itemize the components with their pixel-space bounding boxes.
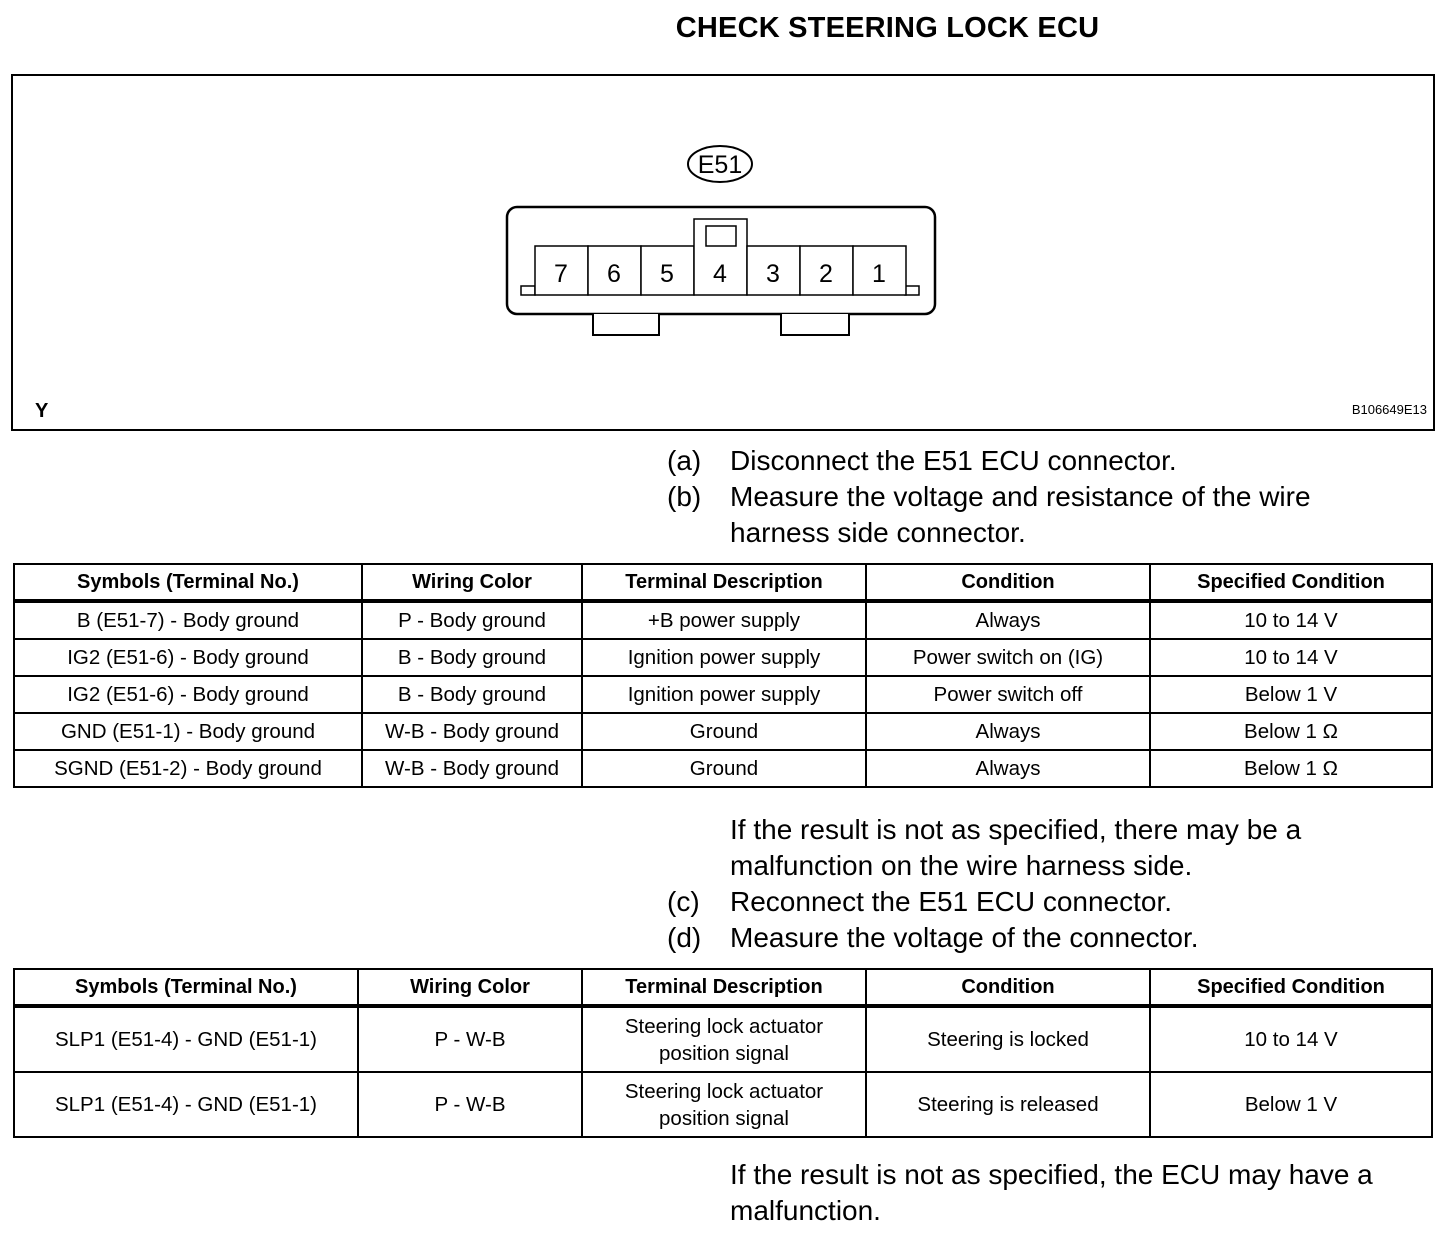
step-text: Measure the voltage of the connector. <box>730 922 1199 953</box>
table-cell: SGND (E51-2) - Body ground <box>14 750 362 787</box>
table-cell: B - Body ground <box>362 639 582 676</box>
table-cell: Always <box>866 601 1150 639</box>
note-line: If the result is not as specified, there may be a <box>730 814 1302 845</box>
left-tab <box>521 286 535 295</box>
right-tab <box>905 286 919 295</box>
step-text-cont: harness side connector. <box>730 517 1026 548</box>
table-cell: Below 1 V <box>1150 676 1432 713</box>
table-cell: Always <box>866 750 1150 787</box>
table-header-row <box>14 564 1432 601</box>
table-cell: Steering is locked <box>866 1006 1150 1072</box>
table-cell: SLP1 (E51-4) - GND (E51-1) <box>14 1006 358 1072</box>
step-text: Disconnect the E51 ECU connector. <box>730 445 1177 476</box>
pin-number: 3 <box>766 260 780 288</box>
step-label: (d) <box>667 922 702 953</box>
page-title: CHECK STEERING LOCK ECU <box>675 12 1100 44</box>
connector-diagram <box>13 76 1433 429</box>
table-cell <box>582 1072 866 1137</box>
cell-line: position signal <box>659 1041 789 1065</box>
cell-line: position signal <box>659 1106 789 1130</box>
result-note-1 <box>730 812 1301 884</box>
step-c <box>667 884 1427 920</box>
table-cell: 10 to 14 V <box>1150 1006 1432 1072</box>
pin-number: 7 <box>554 260 568 288</box>
column-header: Wiring Color <box>362 564 582 601</box>
pin-number: 1 <box>872 260 886 288</box>
table-cell: IG2 (E51-6) - Body ground <box>14 676 362 713</box>
pin-number: 2 <box>819 260 833 288</box>
table-row <box>14 601 1432 639</box>
table-header-row <box>14 969 1432 1006</box>
table-row <box>14 676 1432 713</box>
column-header: Symbols (Terminal No.) <box>14 969 358 1006</box>
table-cell <box>582 1006 866 1072</box>
column-header: Specified Condition <box>1150 969 1432 1006</box>
spec-table-2 <box>13 968 1433 1138</box>
cell-line: Steering lock actuator <box>624 1079 824 1103</box>
pin-number: 6 <box>607 260 621 288</box>
column-header: Condition <box>866 969 1150 1006</box>
column-header: Specified Condition <box>1150 564 1432 601</box>
table-cell: SLP1 (E51-4) - GND (E51-1) <box>14 1072 358 1137</box>
table-cell: GND (E51-1) - Body ground <box>14 713 362 750</box>
result-note-2 <box>730 1157 1373 1229</box>
table-cell: W-B - Body ground <box>362 750 582 787</box>
column-header: Wiring Color <box>358 969 582 1006</box>
step-b <box>667 479 1427 551</box>
table-cell: Below 1 V <box>1150 1072 1432 1137</box>
pin-number: 4 <box>713 260 727 288</box>
spec-table-1 <box>13 563 1433 788</box>
step-label: (b) <box>667 481 702 512</box>
bottom-latch-left <box>593 314 659 335</box>
step-text: Measure the voltage and resistance of the wire <box>730 481 1311 512</box>
table-row <box>14 1006 1432 1072</box>
cell-line: Steering lock actuator <box>624 1014 824 1038</box>
table-row <box>14 750 1432 787</box>
key-notch <box>706 226 736 246</box>
table-cell: Ignition power supply <box>582 676 866 713</box>
table-cell: +B power supply <box>582 601 866 639</box>
note-line: If the result is not as specified, the ECU may have a <box>730 1159 1373 1190</box>
table-cell: B (E51-7) - Body ground <box>14 601 362 639</box>
table-cell: W-B - Body ground <box>362 713 582 750</box>
table-cell: IG2 (E51-6) - Body ground <box>14 639 362 676</box>
step-label: (c) <box>667 886 700 917</box>
table-cell: P - W-B <box>358 1006 582 1072</box>
column-header: Symbols (Terminal No.) <box>14 564 362 601</box>
bottom-latch-right <box>781 314 849 335</box>
table-cell: Below 1 Ω <box>1150 750 1432 787</box>
table-cell: Ground <box>582 713 866 750</box>
table-row <box>14 713 1432 750</box>
step-label: (a) <box>667 445 702 476</box>
table-cell: Steering is released <box>866 1072 1150 1137</box>
connector-label: E51 <box>697 151 743 179</box>
figure-code: B106649E13 <box>1351 402 1427 417</box>
figure-corner-letter: Y <box>35 400 49 422</box>
column-header: Terminal Description <box>582 564 866 601</box>
pin-number: 5 <box>660 260 674 288</box>
table-cell: Power switch on (IG) <box>866 639 1150 676</box>
note-line: malfunction on the wire harness side. <box>730 850 1193 881</box>
table-cell: Always <box>866 713 1150 750</box>
table-cell: 10 to 14 V <box>1150 601 1432 639</box>
table-cell: B - Body ground <box>362 676 582 713</box>
note-line: malfunction. <box>730 1195 881 1226</box>
table-cell: 10 to 14 V <box>1150 639 1432 676</box>
table-cell: Power switch off <box>866 676 1150 713</box>
table-cell: P - Body ground <box>362 601 582 639</box>
table-cell: Below 1 Ω <box>1150 713 1432 750</box>
column-header: Terminal Description <box>582 969 866 1006</box>
table-cell: Ground <box>582 750 866 787</box>
column-header: Condition <box>866 564 1150 601</box>
table-row <box>14 1072 1432 1137</box>
step-a <box>667 443 1427 479</box>
connector-figure <box>11 74 1435 431</box>
table-cell: P - W-B <box>358 1072 582 1137</box>
step-d <box>667 920 1427 956</box>
step-text: Reconnect the E51 ECU connector. <box>730 886 1173 917</box>
table-cell: Ignition power supply <box>582 639 866 676</box>
table-row <box>14 639 1432 676</box>
